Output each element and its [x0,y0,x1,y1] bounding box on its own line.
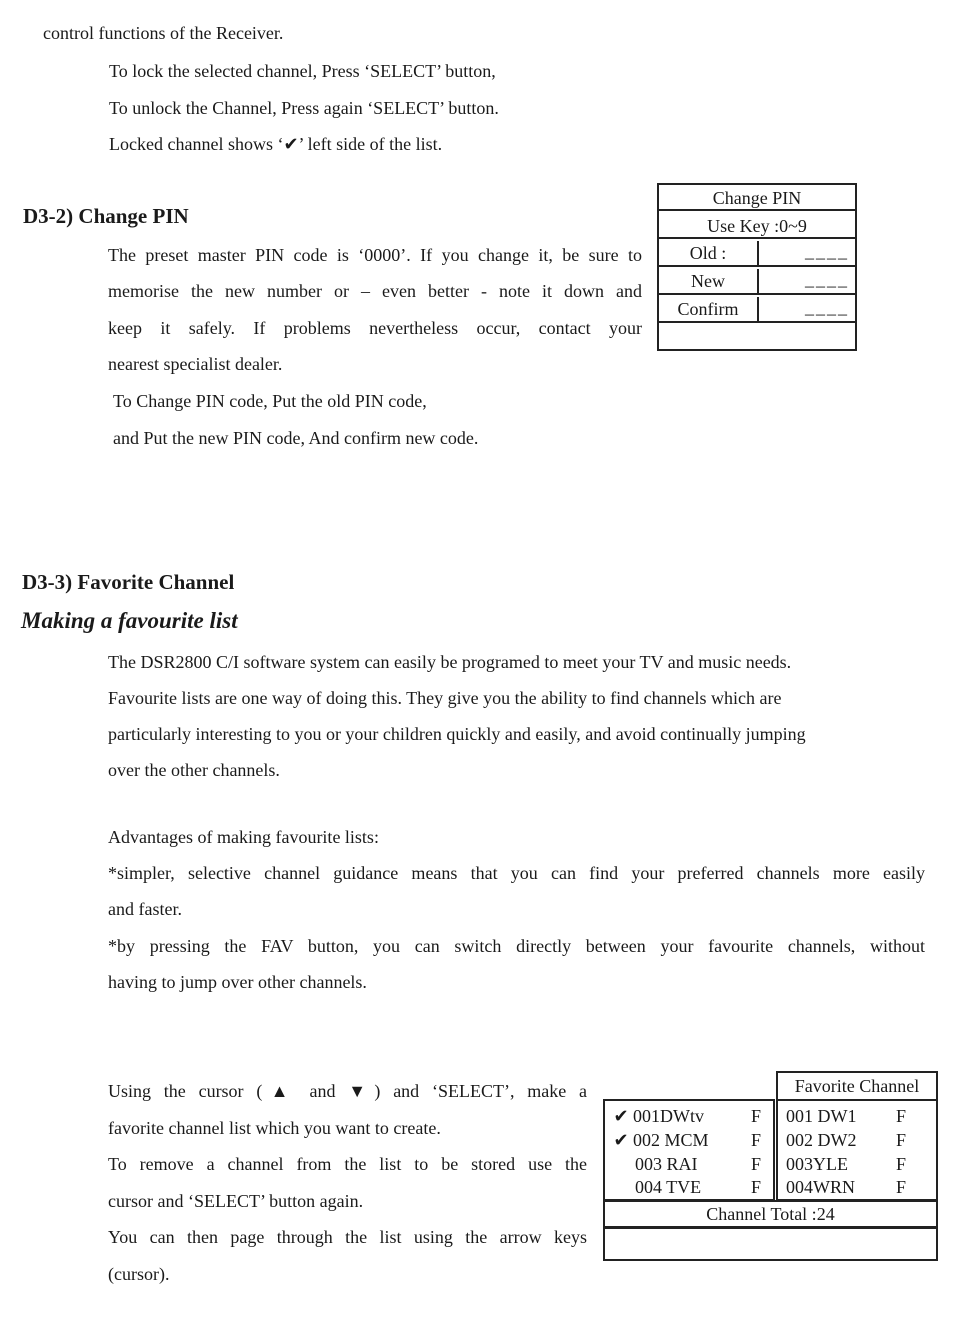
paragraph-line: particularly interesting to you or your children quickly and easily, and avoid continually jumping [108,724,806,744]
channel-flag: F [750,1177,761,1197]
confirm-pin-field[interactable]: ____ [805,297,849,317]
pin-row-new[interactable] [659,269,855,295]
channel-name: 001 DW1 [786,1106,857,1126]
status-bar [603,1227,938,1261]
usage-line: Using the cursor (▲ and ▼) and ‘SELECT’, make a [108,1081,587,1101]
intro-line: To unlock the Channel, Press again ‘SELECT’ button. [109,98,499,118]
intro-line: Locked channel shows ‘✔’ left side of the list. [109,134,443,154]
favorite-list-item[interactable] [778,1153,936,1176]
usage-line: cursor and ‘SELECT’ button again. [108,1191,364,1211]
favorite-list-item[interactable] [778,1129,936,1152]
channel-list-item[interactable] [605,1105,773,1128]
channel-flag: F [750,1154,761,1174]
channel-flag: F [750,1106,761,1126]
advantages-title: Advantages of making favourite lists: [108,827,379,847]
intro-line: control functions of the Receiver. [43,23,284,43]
pin-row-old[interactable] [659,241,855,267]
lock-check-icon: ✔ [613,1106,629,1126]
channel-name: 001DWtv [633,1106,704,1126]
instruction-line: To Change PIN code, Put the old PIN code, [113,391,427,411]
usage-line: To remove a channel from the list to be stored use the [108,1154,587,1174]
favorite-list-item[interactable] [778,1176,936,1199]
use-key-hint: Use Key :0~9 [659,213,855,239]
paragraph-line: Favourite lists are one way of doing this. They give you the ability to find channels which are [108,688,782,708]
paragraph-line: memorise the new number or – even better - note it down and [108,281,642,301]
channel-name: 003YLE [786,1154,848,1174]
channel-flag: F [895,1154,906,1174]
channel-name: 002 DW2 [786,1130,857,1150]
advantage-line: and faster. [108,899,182,919]
new-pin-field[interactable]: ____ [805,269,849,289]
channel-list-item[interactable] [605,1153,773,1176]
pin-row-confirm[interactable] [659,297,855,323]
usage-line: favorite channel list which you want to create. [108,1118,441,1138]
channel-flag: F [895,1106,906,1126]
change-pin-title: Change PIN [659,185,855,211]
pin-label-new: New [659,269,759,293]
channel-name: 004WRN [786,1177,855,1197]
channel-flag: F [895,1177,906,1197]
favorite-channel-list[interactable] [776,1099,938,1201]
subheading-making-favourite-list: Making a favourite list [21,608,238,633]
paragraph-line: over the other channels. [108,760,280,780]
channel-flag: F [895,1130,906,1150]
channel-name: 003 RAI [635,1154,698,1174]
usage-line: (cursor). [108,1264,170,1284]
favorite-list-item[interactable] [778,1105,936,1128]
advantage-line: *simpler, selective channel guidance means that you can find your preferred channels more easily [108,863,925,883]
advantage-line: having to jump over other channels. [108,972,367,992]
section-heading-favorite-channel: D3-3) Favorite Channel [22,570,235,594]
channel-flag: F [750,1130,761,1150]
favorite-channel-title: Favorite Channel [776,1071,938,1101]
advantage-line: *by pressing the FAV button, you can switch directly between your favourite channels, without [108,936,925,956]
intro-line: To lock the selected channel, Press ‘SELECT’ button, [109,61,496,81]
paragraph-line: nearest specialist dealer. [108,354,283,374]
channel-list-item[interactable] [605,1129,773,1152]
section-heading-change-pin: D3-2) Change PIN [23,204,189,228]
all-channel-list[interactable] [603,1099,775,1201]
channel-name: 002 MCM [633,1130,709,1150]
channel-name: 004 TVE [635,1177,702,1197]
channel-list-item[interactable] [605,1176,773,1199]
pin-label-old: Old : [659,241,759,265]
instruction-line: and Put the new PIN code, And confirm new code. [113,428,479,448]
paragraph-line: The DSR2800 C/I software system can easily be programed to meet your TV and music needs. [108,652,792,672]
channel-total: Channel Total :24 [603,1200,938,1228]
paragraph-line: The preset master PIN code is ‘0000’. If you change it, be sure to [108,245,642,265]
paragraph-line: keep it safely. If problems nevertheless occur, contact your [108,318,642,338]
lock-check-icon: ✔ [613,1130,629,1150]
old-pin-field[interactable]: ____ [805,241,849,261]
pin-label-confirm: Confirm [659,297,759,321]
usage-line: You can then page through the list using the arrow keys [108,1227,587,1247]
change-pin-dialog [657,183,857,351]
